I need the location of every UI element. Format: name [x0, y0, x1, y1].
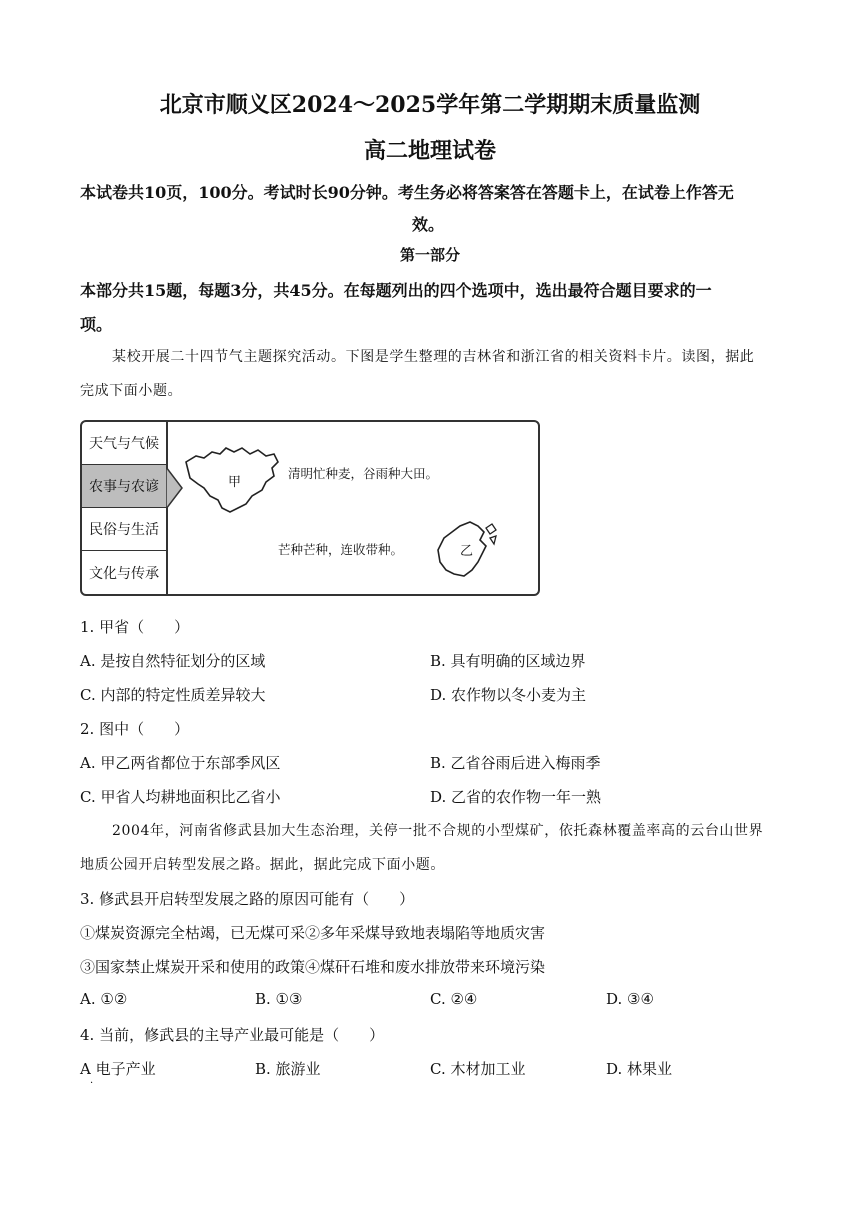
q3-option-d: D. ③④ — [606, 990, 654, 1008]
q3-reasons-line2: ③国家禁止煤炭开采和使用的政策④煤矸石堆和废水排放带来环境污染 — [80, 958, 546, 976]
q3-stem: 3. 修武县开启转型发展之路的原因可能有（ ） — [80, 890, 415, 908]
passage1-line2: 完成下面小题。 — [80, 383, 183, 399]
q3-reasons-line1: ①煤炭资源完全枯竭，已无煤可采②多年采煤导致地表塌陷等地质灾害 — [80, 924, 546, 942]
q1-option-d: D. 农作物以冬小麦为主 — [430, 686, 587, 704]
q4-stem: 4. 当前，修武县的主导产业最可能是（ ） — [80, 1026, 385, 1044]
map-label-yi: 乙 — [460, 544, 474, 559]
passage2-line1: 2004年，河南省修武县加大生态治理，关停一批不合规的小型煤矿，依托森林覆盖率高的云台山世界 — [112, 823, 764, 839]
part-description-line1: 本部分共15题，每题3分，共45分。在每题列出的四个选项中，选出最符合题目要求的一 — [80, 281, 712, 300]
q2-option-b: B. 乙省谷雨后进入梅雨季 — [430, 754, 601, 772]
q1-option-b: B. 具有明确的区域边界 — [430, 652, 586, 670]
card-text-jia: 清明忙种麦，谷雨种大田。 — [288, 466, 439, 481]
card-text-yi: 芒种芒种，连收带种。 — [278, 542, 404, 557]
card-tab-customs: 民俗与生活 — [82, 508, 168, 551]
map-label-jia: 甲 — [228, 475, 242, 490]
instructions-line1: 本试卷共10页，100分。考试时长90分钟。考生务必将答案答在答题卡上，在试卷上作答无 — [80, 183, 734, 202]
q3-option-c: C. ②④ — [430, 990, 478, 1008]
passage1-line1: 某校开展二十四节气主题探究活动。下图是学生整理的吉林省和浙江省的相关资料卡片。读图，据此 — [112, 349, 755, 365]
part-heading: 第一部分 — [399, 246, 460, 264]
q3-option-a: A. ①② — [80, 990, 128, 1008]
q2-option-d: D. 乙省的农作物一年一熟 — [430, 788, 602, 806]
q2-stem: 2. 图中（ ） — [80, 720, 190, 738]
q4-option-b: B. 旅游业 — [255, 1060, 321, 1078]
instructions-line2: 效。 — [412, 215, 445, 234]
passage2-line2: 地质公园开启转型发展之路。据此，据此完成下面小题。 — [80, 857, 445, 873]
q1-option-a: A. 是按自然特征划分的区域 — [80, 652, 266, 670]
info-card-figure — [80, 420, 540, 596]
card-tab-culture: 文化与传承 — [82, 551, 168, 594]
q1-option-c: C. 内部的特定性质差异较大 — [80, 686, 266, 704]
q4-option-c: C. 木材加工业 — [430, 1060, 526, 1078]
q2-option-c: C. 甲省人均耕地面积比乙省小 — [80, 788, 281, 806]
q4-option-a: A 电子产业 — [80, 1060, 156, 1078]
exam-subtitle: 高二地理试卷 — [363, 138, 496, 164]
stray-dot: · — [90, 1078, 94, 1089]
exam-title: 北京市顺义区2024～2025学年第二学期期末质量监测 — [159, 92, 701, 118]
part-description-line2: 项。 — [80, 315, 113, 334]
card-tab-weather: 天气与气候 — [82, 422, 168, 465]
q3-option-b: B. ①③ — [255, 990, 303, 1008]
q4-option-d: D. 林果业 — [606, 1060, 673, 1078]
card-tab-farming: 农事与农谚 — [82, 465, 168, 508]
q1-stem: 1. 甲省（ ） — [80, 618, 190, 636]
q2-option-a: A. 甲乙两省都位于东部季风区 — [80, 754, 281, 772]
